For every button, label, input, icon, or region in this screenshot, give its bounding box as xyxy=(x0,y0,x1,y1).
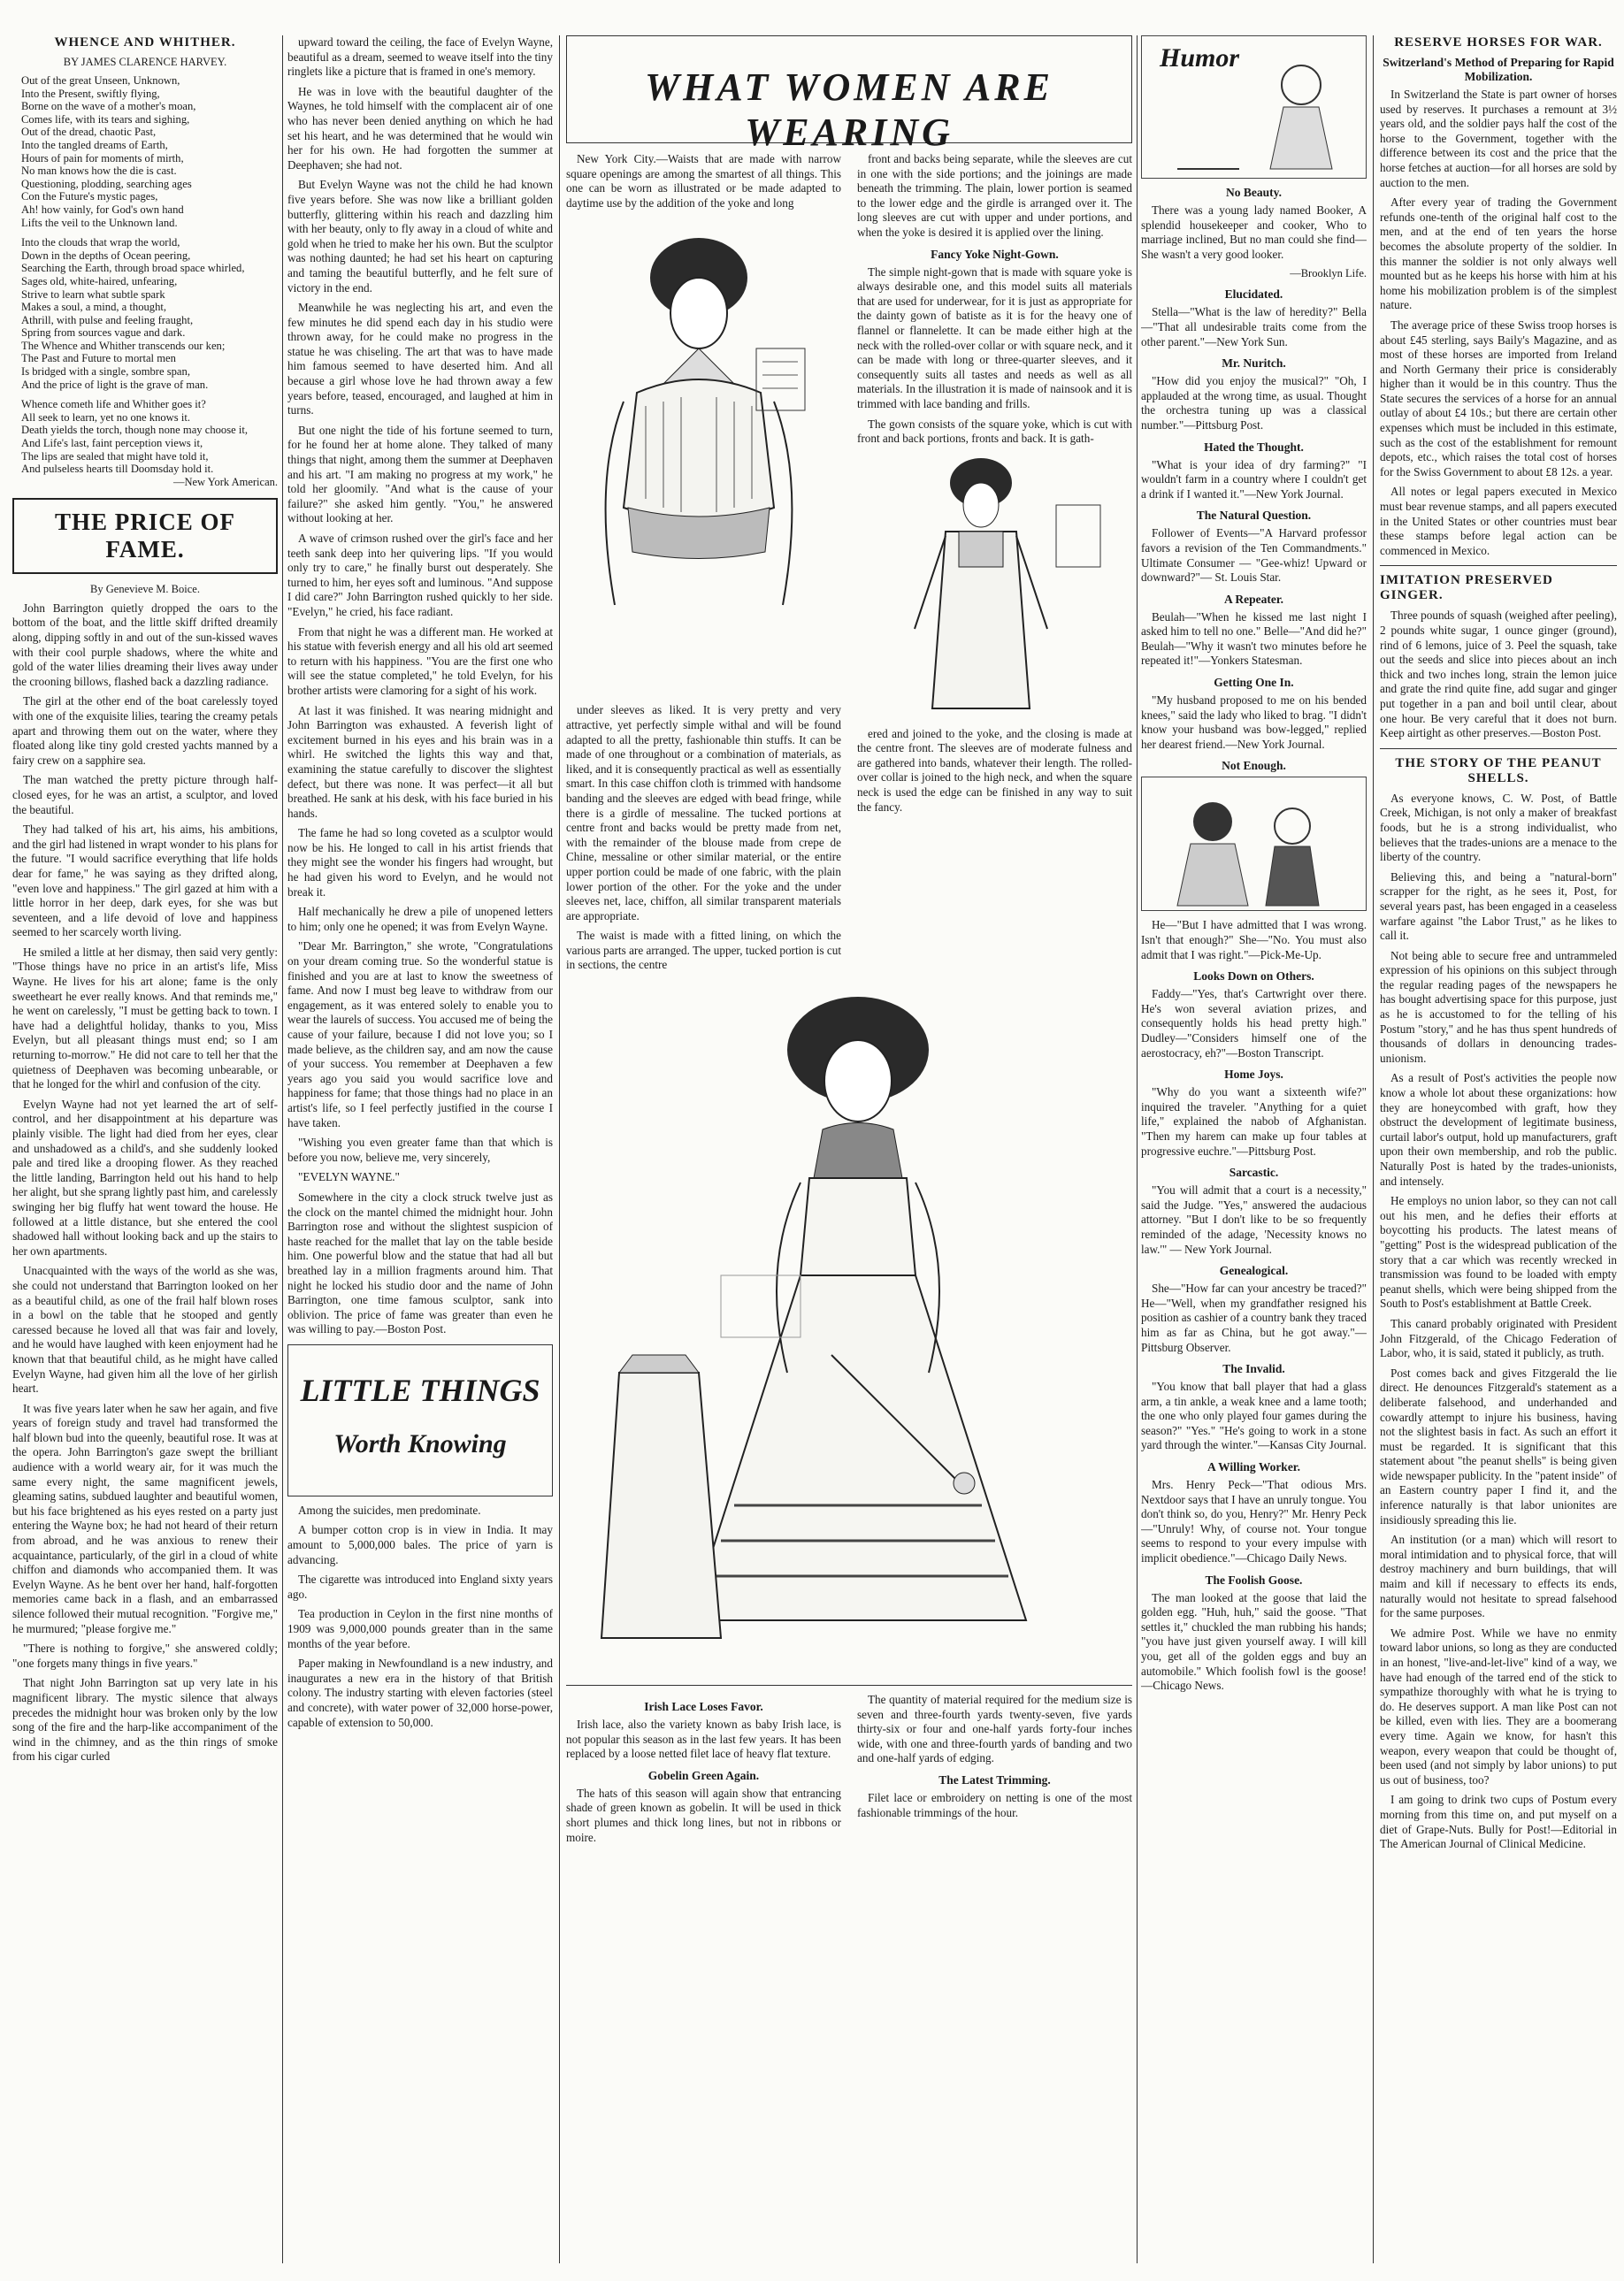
fashion-separator xyxy=(566,1685,1132,1686)
humor-text: "My husband proposed to me on his bended knees," said the lady who liked to brag. "I didn't know your husband was bow-legged," replied her dearest friend.—New York Journal. xyxy=(1141,693,1367,751)
article-paragraph: Post comes back and gives Fitzgerald the lie direct. He denounces Fitzgerald's statement as a deliberate falsehood, and underhanded and cowardly attempt to injure his business, having not the slightest basis in fact. As such an effort it must be regarded. It is significant that this statement about "the peanut shells" is being given wide newspaper publicity. In the "patent inside" of an Eastern country paper I find it, and the inference naturally is that labor unionites are insidiously spreading this lie. xyxy=(1380,1366,1617,1527)
column-rule xyxy=(559,35,560,2263)
article-paragraph: He employs no union labor, so they can not call out his men, and he defies their efforts at boycotting his products. The latest means of "getting" Post is the widespread publication of the story that a car which was recently wrecked in transmission was found to be loaded with empty peanut shells, which were being shipped from the South to Post's establishment at Battle Creek. xyxy=(1380,1194,1617,1311)
article-paragraph: As everyone knows, C. W. Post, of Battle Creek, Michigan, is not only a maker of breakfast foods, but he is a strong individualist, who believes that the trades-unions are a menace to the liberty of the country. xyxy=(1380,791,1617,864)
humor-heading: Getting One In. xyxy=(1214,676,1294,690)
humor-cartoon xyxy=(1141,35,1367,179)
waist-illustration xyxy=(566,216,841,698)
story-paragraph: Half mechanically he drew a pile of unopened letters to him; only one he opened; it was from Evelyn Wayne. xyxy=(287,905,553,933)
humor-text: Faddy—"Yes, that's Cartwright over there. He's won several aviation prizes, and consequently holds his head pretty high." Dudley—"Considers himself one of the aerostocracy, eh?"—Boston Transcript. xyxy=(1141,987,1367,1060)
story-paragraph: The man watched the pretty picture through half-closed eyes, for he was an artist, a sculptor, and loved the beautiful. xyxy=(12,773,278,816)
humor-source: —Brooklyn Life. xyxy=(1290,267,1367,280)
poem-line: Athrill, with pulse and feeling fraught, xyxy=(21,313,194,326)
fashion-bottom xyxy=(566,1693,1132,1850)
story-paragraph: upward toward the ceiling, the face of Evelyn Wayne, beautiful as a dream, seemed to weave itself into the tiny ringlets like a picture that is framed in one's memory. xyxy=(287,35,553,79)
humor-heading: Home Joys. xyxy=(1224,1068,1283,1082)
poem-title: WHENCE AND WHITHER. xyxy=(54,35,236,50)
poem-line: And Life's last, faint perception views it, xyxy=(21,437,203,450)
little-things-paragraph: Paper making in Newfoundland is a new industry, and inaugurates a new era in the history of that British colony. The industry starting with eleven factories (steel and concrete), with water power of 32,000 horse-power, capable of extension to 50,000. xyxy=(287,1657,553,1729)
story-paragraph: Evelyn Wayne had not yet learned the art of self-control, and her disappointment at his departure was plainly visible. The light had died from her eyes, clear and unshadowed as a child's, and she suddenly looked pale and tired like a drooping flower. As they reached the little landing, Barrington held out his hand to help her alight, but she sprang lightly past him, and carelessly swinging her big fluffy hat went toward the house. He followed at a little distance, but she entered the cool shadowed hall without looking back and up the stairs to her own apartments. xyxy=(12,1097,278,1258)
story-paragraph: From that night he was a different man. He worked at his statue with feverish energy and all his old art seemed to return with his happiness. "You are the first one who will see the statue completed," he told Evelyn, for his brother artists were clamoring for a sight of his work. xyxy=(287,624,553,697)
column-rule xyxy=(1137,35,1138,2263)
fashion-paragraph: Filet lace or embroidery on netting is one of the most fashionable trimmings of the hour. xyxy=(857,1791,1132,1819)
poem-line: No man knows how the die is cast. xyxy=(21,165,177,178)
poem-line: And pulseless hearts till Doomsday hold it. xyxy=(21,463,214,476)
horses-body xyxy=(1380,88,1617,558)
ginger-body xyxy=(1380,609,1617,740)
poem-line: Into the tangled dreams of Earth, xyxy=(21,138,168,151)
article-paragraph: In Switzerland the State is part owner of horses used by reserves. It purchases a remount at 3½ years old, and the soldier pays half the cost of the horse to the Government, together with the difference between its cost and the price that the horse fetches at auction—for all horses are sold by auction to the men. xyxy=(1380,88,1617,189)
poem-line: Death yields the torch, though none may choose it, xyxy=(21,424,249,437)
poem-line: Strive to learn what subtle spark xyxy=(21,287,165,301)
humor-heading: Mr. Nuritch. xyxy=(1222,356,1286,371)
story-paragraph: John Barrington quietly dropped the oars to the bottom of the boat, and the little skiff drifted dreamily along, dipping softly in and out of the sun-kissed waves with their cool purple shadows, where the white and gold of the water lilies dreaming their lives away under the crooning billows, flashed back a dazzling radiance. xyxy=(12,601,278,688)
story-title-box xyxy=(12,498,278,574)
story-paragraph: Unacquainted with the ways of the world as she was, she could not understand that Barrington looked on her as a beautiful child, as one of the frail half blown roses in a bowl on the table that he stooped and gently caressed because he loved all that was fair and lovely, and he would have laughed with keen enjoyment had he known that that beautiful child, as he might have called Evelyn Wayne, had given him all the love of her girlish heart. xyxy=(12,1264,278,1396)
poem-line: Into the clouds that wrap the world, xyxy=(21,236,180,249)
humor-heading: Not Enough. xyxy=(1222,759,1286,773)
humor-text: Beulah—"When he kissed me last night I asked him to tell no one." Belle—"And did he?" Beulah—"Why it wasn't two minutes before he repeated it!"—Yonkers Statesman. xyxy=(1141,609,1367,668)
humor-heading: Looks Down on Others. xyxy=(1193,969,1314,984)
little-things-body xyxy=(287,1504,553,1730)
poem-line: Lifts the veil to the Unknown land. xyxy=(21,216,178,229)
story-paragraph: "Dear Mr. Barrington," she wrote, "Congratulations on your dream coming true. So the wonderful statue is finished and you are at last to know the sweetness of fame. And now I must beg leave to withdraw from our engagement, as it was entered solely to enable you to wear the laurels of success. You accused me of being the cause of your failure, because I did not love you; so I made believe, as the children say, and am now the cause of your success. You remember at Deephaven a few years ago you said you would sacrifice love and happiness for fame; that those things had no place in an artist's life, so I feel perfectly justified in the course I have taken. xyxy=(287,939,553,1129)
poem-line: The Past and Future to mortal men xyxy=(21,352,176,365)
separator xyxy=(1380,748,1617,749)
banner-line-2: Worth Knowing xyxy=(333,1428,507,1458)
story-paragraph: The girl at the other end of the boat carelessly toyed with one of the exquisite lilies, tearing the creamy petals apart and throwing them out on the water, where they floated along like tiny gold crested yachts manned by a fairy crew on a sapphire sea. xyxy=(12,694,278,767)
story-paragraph: But Evelyn Wayne was not the child he had known five years before. She was now like a brilliant golden butterfly, glittering within his reach and dazzling him with her beauty, only to fly away in a cloud of white and gold when he tried to make her his own. But the sculptor was nothing daunted; he had set his heart on capturing and taming the beautiful butterfly, and he felt sure of victory in the end. xyxy=(287,178,553,295)
fashion-paragraph: New York City.—Waists that are made with narrow square openings are among the smartest of all things. This one can be worn as illustrated or be made adapted to daytime use by the addition of the yoke and long xyxy=(566,152,841,210)
article-paragraph: Not being able to secure free and untrammeled expression of his opinions on this subject through the regular reading pages of the newspapers he has bought advertising space for this purpose, just as he is accustomed to for the telling of his Postum "story," and he has thus spent hundreds of thousands of dollars in denouncing trades-unionism. xyxy=(1380,948,1617,1065)
fashion-paragraph: Irish lace, also the variety known as baby Irish lace, is not popular this season as in the last few years. It has been replaced by a loose netted filet lace of heavy flat texture. xyxy=(566,1718,841,1761)
gobelin-text xyxy=(566,1787,841,1845)
column-1 xyxy=(12,35,278,2263)
fashion-paragraph: The waist is made with a fitted lining, on which the various parts are arranged. The upper, tucked portion is cut in sections, the centre xyxy=(566,929,841,972)
separator xyxy=(1380,565,1617,566)
trimming-heading: The Latest Trimming. xyxy=(938,1773,1051,1787)
humor-heading: The Natural Question. xyxy=(1196,509,1312,523)
fashion-paragraph: front and backs being separate, while the sleeves are cut in one with the side portions; and the joinings are made beneath the trimming. The plain, lower portion is seamed to the lower edge and the girdle is arranged over it. The long sleeves are cut with upper and under portions, and when the yoke is desired it is applied over the lining. xyxy=(857,152,1132,239)
humor-text: He—"But I have admitted that I was wrong. Isn't that enough?" She—"No. You must also admit that I was right."—Pick-Me-Up. xyxy=(1141,918,1367,961)
irish-lace-text xyxy=(566,1718,841,1762)
humor-heading: Sarcastic. xyxy=(1229,1166,1279,1180)
ginger-title: IMITATION PRESERVED GINGER. xyxy=(1380,573,1553,603)
story-paragraph: It was five years later when he saw her again, and five years of foreign study and travel had transformed the half blown bud into the queenly, beautiful rose. It was at the opera. John Barrington's gaze swept the brilliant audience with a world weary air, for it was much the same every night, the same magnificent jewels, gleaming satins, subdued laughter and beautiful women, but his face brightened as his eyes rested on a party just entering the Wayne box; he had not heard of their return from abroad, and he was anxious to renew their acquaintance, particularly, of the girl in a cloud of white chiffon and diamonds who accompanied them. It was Evelyn Wayne. As he bent over her hand, half-forgotten memories came back in a flash, and an embarrassed silence followed their mutual recognition. "Forgive me," he murmured; "please forgive me." xyxy=(12,1401,278,1635)
peanut-body xyxy=(1380,792,1617,1852)
story-paragraph: But one night the tide of his fortune seemed to turn, for he found her at home alone. They talked of many things that night, among them the summer at Deephaven and his art. "I am making no progress at my work," he told her gloomily. "And what is the cause of your failure?" she asked him gently. "You," he answered without looking at her. xyxy=(287,423,553,525)
poem-line: The Whence and Whither transcends our ken; xyxy=(21,339,226,352)
column-5 xyxy=(1380,35,1617,2263)
humor-text: "Why do you want a sixteenth wife?" inquired the traveler. "Anything for a quiet life," explained the nabob of Afghanistan. "Then my harem can make up four tables at progressive euchre."—Pittsburg Post. xyxy=(1141,1085,1367,1158)
nightgown-illustration xyxy=(857,452,1132,722)
article-paragraph: An institution (or a man) which will resort to moral intimidation and to physical force, that will destroy machinery and burn buildings, that will maim and kill if necessary to effects its ends, naturally would not hesitate to spread falsehood for the same purposes. xyxy=(1380,1533,1617,1620)
humor-text: She—"How far can your ancestry be traced?" He—"Well, when my grandfather resigned his position as cashier of a country bank they traced him as far as China, but he got away."—Pittsburg Observer. xyxy=(1141,1282,1367,1354)
humor-text: "You know that ball player that had a glass arm, a tin ankle, a weak knee and a lame tooth; the one who only played four games during the season?" "Yes." "He's going to work in a stone yard through the winter."—Kansas City Journal. xyxy=(1141,1380,1367,1452)
fashion-paragraph: ered and joined to the yoke, and the closing is made at the centre front. The sleeves are of moderate fulness and are gathered into bands, whatever their length. The rolled-over collar is joined to the high neck, and when the square neck is used the edge can be finished in any way to suit the fancy. xyxy=(857,726,1132,814)
story-continued xyxy=(287,35,553,1337)
story-paragraph: They had talked of his art, his aims, his ambitions, and the girl had listened in wrapt wonder to his plans for the future. "I would sacrifice everything that life holds dear for fame," he was saying as they drifted along, "even love and happiness." The girl gazed at him with a little horror in her deep, dark eyes, for she was but seventeen, and a life devoid of love and happiness seemed to her scarcely worth living. xyxy=(12,823,278,939)
poem-line: Makes a soul, a mind, a thought, xyxy=(21,301,167,314)
horses-subtitle: Switzerland's Method of Preparing for Rapid Mobilization. xyxy=(1383,56,1614,83)
poem-line: Hours of pain for moments of mirth, xyxy=(21,151,184,165)
article-paragraph: I am going to drink two cups of Postum every morning from this time on, and put myself on a diet of Grape-Nuts. Bully for Post!—Editorial in The American Journal of Clinical Medicine. xyxy=(1380,1793,1617,1851)
fashion-banner xyxy=(566,35,1132,154)
story-paragraph: He was in love with the beautiful daughter of the Waynes, he told himself with the complacent air of one who has never been denied anything on which he had set his heart, and he was determined that he would win her for his own. He had forgotten the summer at Deephaven; she had not. xyxy=(287,84,553,172)
poem-line: Questioning, plodding, searching ages xyxy=(21,177,192,190)
poem-body xyxy=(12,74,278,476)
article-paragraph: All notes or legal papers executed in Mexico must bear revenue stamps, and all papers executed in the United States or other countries must bear these stamps before legal action can be commenced in Mexico. xyxy=(1380,485,1617,557)
humor-text: "How did you enjoy the musical?" "Oh, I applauded at the wrong time, as usual. Thought the orchestra tuning up was a classical number."—Pittsburg Post. xyxy=(1141,374,1367,432)
fashion-banner-title: WHAT WOMEN ARE WEARING xyxy=(645,65,1053,154)
story-paragraph: That night John Barrington sat up very late in his magnificent library. The mystic silence that always precedes the midnight hour was broken only by the low song of the fire and the harp-like accompaniment of the wind in the chimney, and as the thin rings of smoke from his cigar curled xyxy=(12,1676,278,1764)
poem-line: And the price of light is the grave of man. xyxy=(21,378,209,391)
fashion-top xyxy=(566,152,1132,978)
article-paragraph: After every year of trading the Government refunds one-tenth of the original half cost to the men, and at the end of ten years the horse becomes the absolute property of the soldier. In this manner the soldier is not only always well mounted but as he keeps his horse with him at his home his mobilization problem is of the simplest nature. xyxy=(1380,195,1617,312)
poem-line: Comes life, with its tears and sighing, xyxy=(21,112,190,126)
material-text xyxy=(857,1693,1132,1766)
story-paragraph: "There is nothing to forgive," she answered coldly; "one forgets many things in five years." xyxy=(12,1642,278,1670)
fashion-paragraph: The simple night-gown that is made with square yoke is always desirable one, and this model suits all materials that are used for underwear, for it is just as appropriate for the dainty gown of batiste as it is for the heavy one of flannel or flannelette. It can be made either high at the neck with the rolled-over collar or with square neck, and it can be made with long or three-quarter sleeves, and it consequently suits all tastes and needs as well as all materials. In the illustration it is made of nainsook and it is trimmed with lace banding and frills. xyxy=(857,264,1132,410)
story-paragraph: Meanwhile he was neglecting his art, and even the few minutes he did spend each day in his studio were thrown away, for he could make no progress in the statue he was chiseling. The art that was to have made him famous seemed to have deserted him. And all because a girl whose love he had thrown away a few years before, teased, encouraged, and laughed at him in turns. xyxy=(287,301,553,417)
article-paragraph: This canard probably originated with President John Fitzgerald, of the Chicago Federation of Labor, who, it is said, stated it publicly, as truth. xyxy=(1380,1316,1617,1360)
fashion-paragraph: under sleeves as liked. It is very pretty and very attractive, yet perfectly simple withal and will be found adapted to all the pretty, fashionable thin stuffs. It can be made of one throughout or a combination of materials, as liked, and it is consequently practical as well as essentially smart. In this case chiffon cloth is trimmed with handsome banding and the sleeves are edged with bead fringe, while there is a girdle of messaline. The tucked portions at centre front and backs would be pretty made from net, with the remainder of the blouse made from crepe de Chine, messaline or other similar material, or the entire upper portion could be made of one fabric, with the plain lower portion of the other. For the yoke and the under sleeves net, lace, chiffon, all similar transparent materials are appropriate. xyxy=(566,703,841,922)
humor-text: "What is your idea of dry farming?" "I wouldn't farm in a country where I couldn't get a drink if I wanted it."—New York Journal. xyxy=(1141,457,1367,501)
irish-lace-heading: Irish Lace Loses Favor. xyxy=(644,1700,763,1714)
story-paragraph: Somewhere in the city a clock struck twelve just as the clock on the mantel chimed the midnight hour. John Barrington rose and without the slightest suspicion of haste reached for the mallet that lay on the table beside him. One powerful blow and the statue that had all but breathed lay in a million fragments around him. That night he locked his studio door and the name of John Barrington, one time famous sculptor, sank into oblivion. The price of fame was greater than even he was willing to pay.—Boston Post. xyxy=(287,1190,553,1336)
humor-items xyxy=(1141,186,1367,1694)
stanza-gap xyxy=(12,229,278,236)
little-things-paragraph: The cigarette was introduced into England sixty years ago. xyxy=(287,1573,553,1601)
stanza-gap xyxy=(12,391,278,398)
story-paragraph: "EVELYN WAYNE." xyxy=(298,1170,400,1184)
poem-line: Into the Present, swiftly flying, xyxy=(21,87,160,100)
fashion-mid-left-text xyxy=(566,703,841,973)
gobelin-heading: Gobelin Green Again. xyxy=(647,1768,760,1782)
poem-line: Down in the depths of Ocean peering, xyxy=(21,249,191,262)
poem-source: —New York American. xyxy=(172,475,278,488)
fashion-paragraph: The hats of this season will again show that entrancing shade of green known as gobelin. It will be used in thick short plumes and thick long lines, but not in ribbons or moire. xyxy=(566,1786,841,1844)
fashion-left-text xyxy=(566,152,841,210)
article-paragraph: Believing this, and being a "natural-born" scrapper for the right, as he sees it, Post, for several years past, has been engaged in a ceaseless warfare against "the Labor Trust," as he likes to call it. xyxy=(1380,869,1617,943)
little-things-paragraph: A bumper cotton crop is in view in India. It may amount to 5,000,000 bales. The price of yarn is advancing. xyxy=(287,1523,553,1566)
story-paragraph: The fame he had so long coveted as a sculptor would now be his. He longed to call in his artist friends that they might see the wonder his fingers had wrought, but he had given his word to Evelyn, and he would not break it. xyxy=(287,826,553,899)
column-rule xyxy=(1373,35,1374,2263)
humor-text: Stella—"What is the law of heredity?" Bella—"That all undesirable traits come from the other parent."—New York Sun. xyxy=(1141,305,1367,348)
humor-heading: The Foolish Goose. xyxy=(1205,1573,1303,1587)
poem-line: Sages old, white-haired, unfearing, xyxy=(21,274,178,287)
humor-heading: The Invalid. xyxy=(1222,1362,1285,1376)
banner-line-1: LITTLE THINGS xyxy=(300,1372,540,1408)
story-byline: By Genevieve M. Boice. xyxy=(90,582,200,595)
humor-heading: A Willing Worker. xyxy=(1207,1460,1300,1474)
nightgown-text xyxy=(857,265,1132,447)
article-paragraph: Three pounds of squash (weighed after peeling), 2 pounds white sugar, 1 ounce ginger (ground), rind of 6 lemons, juice of 3. Peel the squash, take out the seeds and slice into pieces about an inch thick and two inches long, strain the lemon juice and grate the rind quite fine, add sugar and ginger put together in a pan and boil until clear, about one hour. Be very careful that it does not burn. Keep airtight as other preserves.—Boston Post. xyxy=(1380,609,1617,740)
poem-line: Borne on the wave of a mother's moan, xyxy=(21,100,196,113)
trimming-text xyxy=(857,1791,1132,1820)
little-things-paragraph: Tea production in Ceylon in the first nine months of 1909 was 9,000,000 pounds greater than in the same months of the year before. xyxy=(287,1607,553,1650)
humor-text: The man looked at the goose that laid the golden egg. "Huh, huh," said the goose. "That settles it," chuckled the man rubbing his hands; "you have just given yourself away. I will kill you, get all of the golden eggs and buy an automobile." Which foolish fowl is the goose!—Chicago News. xyxy=(1141,1590,1367,1693)
humor-heading: No Beauty. xyxy=(1225,186,1282,199)
fashion-paragraph: The quantity of material required for the medium size is seven and three-fourth yards twenty-seven, five yards thirty-six or four and one-half yards forty-four inches wide, with one and three-fourth yards of banding and two and one-half yards of edging. xyxy=(857,1693,1132,1765)
poem-line: All seek to learn, yet no one knows it. xyxy=(21,410,190,424)
humor-heading: Elucidated. xyxy=(1224,287,1283,302)
story-body xyxy=(12,601,278,1764)
column-2 xyxy=(287,35,553,2263)
story-paragraph: A wave of crimson rushed over the girl's face and her teeth sank deep into her quivering lips. "If you would only try to care," he finally burst out desperately. She turned to him, her eyes soft and luminous. "And suppose I did care?" John Barrington rushed quickly to her side. "Evelyn," he cried, his face radiant. xyxy=(287,532,553,618)
humor-heading: Genealogical. xyxy=(1219,1264,1289,1278)
poem-author: BY JAMES CLARENCE HARVEY. xyxy=(63,56,227,68)
poem-line: Is bridged with a single, sombre span, xyxy=(21,365,190,379)
story-paragraph: He smiled a little at her dismay, then said very gently: "Those things have no price in an artist's life, Miss Wayne. He lives for his art alone; fame is the only sweetheart he ever really knows. And that reminds me," he went on carelessly, "I must be getting back to town. I have had a delightful holiday, thanks to you, Miss Evelyn, but all pleasant things must end; so I am returning to-morrow." He did not care to tell her that the quietness of Deephaven was becoming unbearable, or that he longed for the whirl and confusion of the city. xyxy=(12,945,278,1091)
poem-line: Searching the Earth, through broad space whirled, xyxy=(21,262,245,275)
poem-line: Out of the dread, chaotic Past, xyxy=(21,126,157,139)
story-title: THE PRICE OF FAME. xyxy=(54,508,236,563)
column-3 xyxy=(566,35,1132,2263)
humor-text: "You will admit that a court is a necessity," said the Judge. "Yes," answered the audacious attorney. "But I don't like to be so frequently reminded of the adage, 'Necessity knows no law.'" — New York Journal. xyxy=(1141,1183,1367,1256)
article-paragraph: We admire Post. While we have no enmity toward labor unions, so long as they are conducted in an honest, "live-and-let-live" kind of a way, we have had enough of the tarred end of the stick to sympathize thoroughly with what he is trying to do. He deserves support. A man like Post can not be killed, even with lies. They are a boomerang every time. Again we know, for hasn't this weapon, every weapon that could be thought of, been used (and not simply by labor unions) to put us out of business, too? xyxy=(1380,1626,1617,1787)
humor-heading: A Repeater. xyxy=(1224,592,1283,606)
story-paragraph: At last it was finished. It was nearing midnight and John Barrington was exhausted. A feverish light of excitement burned in his eyes and his brain was in a whirl. He switched the lights this way and that, examining the statue carefully to discover the slightest defect, but there was none. It was perfect—it all but breathed. He sank at his desk, with his face buried in his hands. xyxy=(287,703,553,820)
story-paragraph: "Wishing you even greater fame than that which is before you now, believe me, very sincerely, xyxy=(287,1136,553,1164)
little-things-banner xyxy=(287,1344,553,1496)
column-rule xyxy=(282,35,283,2263)
dress-illustration xyxy=(566,984,1132,1678)
poem-line: Out of the great Unseen, Unknown, xyxy=(21,74,180,87)
article-paragraph: As a result of Post's activities the people now know a whole lot about these organizations: how they are honeycombed with graft, how they obstruct the development of legitimate business, curtail labor's output, hold up manufacturers, graft upon their own membership, and rob the public. Naturally Post is hated by the trades-unionists, and intensely. xyxy=(1380,1071,1617,1188)
poem-line: Ah! how vainly, for God's own hand xyxy=(21,203,184,216)
horses-title: RESERVE HORSES FOR WAR. xyxy=(1394,35,1603,50)
column-4 xyxy=(1141,35,1367,2263)
article-paragraph: The average price of these Swiss troop horses is about £45 sterling, says Baily's Magazine, and as most of these horses are imported from Ireland and North Germany their price is considerably higher than it would be in this country. Thus the State secures the services of a horse for an annual outlay of about £4 10s.; but there are certain other expenses which must be included in this estimate, such as the cost of the establishment for remount depots, etc., which raises the total cost of horses for the Swiss Government to about £8 12s. a year. xyxy=(1380,318,1617,478)
nightgown-heading: Fancy Yoke Night-Gown. xyxy=(931,247,1059,261)
fashion-mid-right-text xyxy=(857,727,1132,815)
fashion-paragraph: The gown consists of the square yoke, which is cut with front and back portions, fronts and back. It is gath- xyxy=(857,417,1132,446)
poem-line: Spring from sources vague and dark. xyxy=(21,326,186,340)
poem-line: Con the Future's mystic pages, xyxy=(21,190,158,203)
little-things-paragraph: Among the suicides, men predominate. xyxy=(298,1503,481,1517)
humor-text: Follower of Events—"A Harvard professor favors a revision of the Ten Commandments." Ultimate Consumer — "Gee-whiz! Upward or downward?"— St. Louis Star. xyxy=(1141,526,1367,585)
couple-cartoon xyxy=(1141,777,1367,911)
humor-heading: Hated the Thought. xyxy=(1204,440,1304,454)
poem-line: The lips are sealed that might have told it, xyxy=(21,449,209,463)
humor-title: Humor xyxy=(1160,43,1240,73)
peanut-title: THE STORY OF THE PEANUT SHELLS. xyxy=(1395,755,1602,785)
fashion-right-text xyxy=(857,152,1132,241)
humor-text: Mrs. Henry Peck—"That odious Mrs. Nextdoor says that I have an unruly tongue. You don't think so, do you, Henry?" Mr. Henry Peck—"Unruly! Why, of course not. Your tongue seems to respond to your every impulse with implicit obedience."—Chicago Daily News. xyxy=(1141,1478,1367,1565)
humor-text: There was a young lady named Booker, A splendid housekeeper and cooker, Who to marriage inclined, But no man could she find— She wasn't a very good looker. xyxy=(1141,203,1367,261)
poem-line: Whence cometh life and Whither goes it? xyxy=(21,398,206,411)
